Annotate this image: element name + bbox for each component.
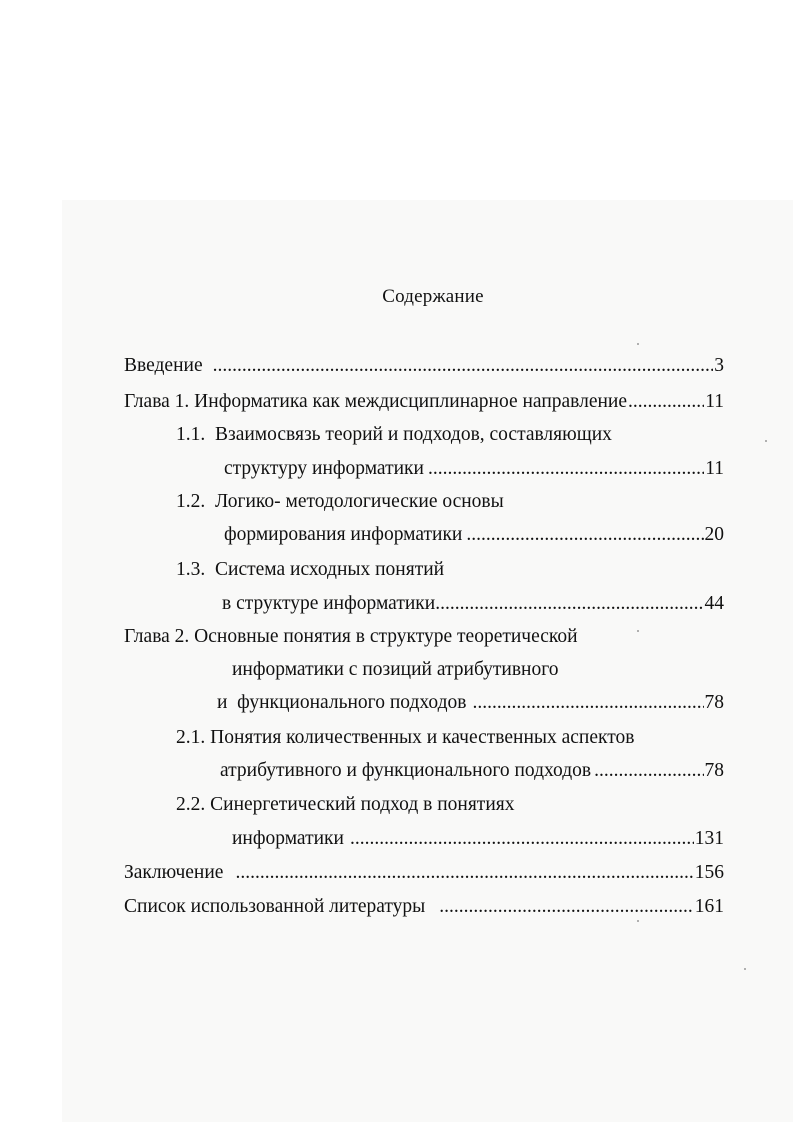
scan-speck (744, 968, 746, 970)
toc-page-number: 3 (714, 355, 724, 376)
toc-entry-label: Понятия количественных и качественных аспектов (210, 727, 635, 748)
section-number: 1.1. (176, 424, 206, 445)
toc-entry-label: в структуре информатики (222, 593, 436, 614)
toc-entry-intro (124, 353, 724, 379)
toc-entry-label: Введение (124, 355, 203, 376)
toc-entry-label: Синергетический подход в понятиях (210, 794, 515, 815)
toc-entry-section-1-1 (224, 456, 724, 482)
toc-entry-label: Глава 2. Основные понятия в структуре теоретической (124, 626, 578, 647)
toc-entry-label: структуру информатики (224, 458, 424, 479)
leader-dots (472, 690, 703, 716)
leader-dots (350, 826, 694, 852)
toc-page-number: 11 (705, 391, 724, 412)
toc-page-number: 161 (694, 896, 724, 917)
toc-page-number: 78 (704, 692, 724, 713)
leader-dots (428, 456, 704, 482)
toc-entry-section-1-3-title (176, 557, 444, 583)
scan-speck (637, 630, 639, 632)
page-title: Содержание (382, 286, 484, 307)
toc-entry-bibliography (124, 894, 724, 920)
toc-page-number: 78 (704, 760, 724, 781)
toc-entry-label: Система исходных понятий (215, 559, 445, 580)
leader-dots (213, 353, 714, 379)
toc-entry-section-1-3 (222, 591, 724, 617)
toc-entry-label: Список использованной литературы (124, 896, 426, 917)
toc-entry-section-2-2-title (176, 792, 514, 818)
toc-page-number: 11 (705, 458, 724, 479)
toc-page-number: 44 (704, 593, 724, 614)
scan-speck (637, 343, 639, 345)
leader-dots (466, 522, 703, 548)
toc-entry-label: Логико- методологические основы (215, 491, 504, 512)
toc-entry-label: и функционального подходов (217, 692, 467, 713)
toc-entry-section-2-1-title (176, 725, 634, 751)
toc-entry-label: Взаимосвязь теорий и подходов, составляющих (215, 424, 612, 445)
toc-entry-chapter-1 (124, 389, 724, 415)
section-number: 1.3. (176, 559, 206, 580)
toc-entry-section-2-1 (220, 758, 724, 784)
toc-entry-label: информатики (232, 828, 344, 849)
scan-speck (765, 440, 767, 442)
scan-speck (637, 920, 639, 922)
toc-entry-chapter-2-title (124, 624, 578, 650)
leader-dots (235, 860, 693, 886)
toc-entry-section-1-2-title (176, 489, 504, 515)
section-number: 2.1. (176, 727, 206, 748)
toc-entry-label: информатики с позиций атрибутивного (232, 659, 559, 680)
toc-page-number: 156 (694, 862, 724, 883)
leader-dots (435, 591, 703, 617)
toc-page-number: 20 (704, 524, 724, 545)
toc-entry-label: Заключение (124, 862, 224, 883)
toc-entry-label: Глава 1. Информатика как междисциплинарное направление (124, 391, 628, 412)
leader-dots (439, 894, 693, 920)
toc-entry-section-1-1-title (176, 422, 612, 448)
toc-entry-section-2-2 (232, 826, 724, 852)
leader-dots (594, 758, 703, 784)
toc-entry-chapter-2 (217, 690, 724, 716)
toc-entry-label: формирования информатики (224, 524, 463, 545)
toc-page-number: 131 (694, 828, 724, 849)
section-number: 1.2. (176, 491, 206, 512)
toc-entry-conclusion (124, 860, 724, 886)
leader-dots (628, 389, 704, 415)
section-number: 2.2. (176, 794, 206, 815)
toc-entry-chapter-2-title-cont (232, 657, 558, 683)
toc-entry-label: атрибутивного и функционального подходов (220, 760, 592, 781)
toc-entry-section-1-2 (224, 522, 724, 548)
